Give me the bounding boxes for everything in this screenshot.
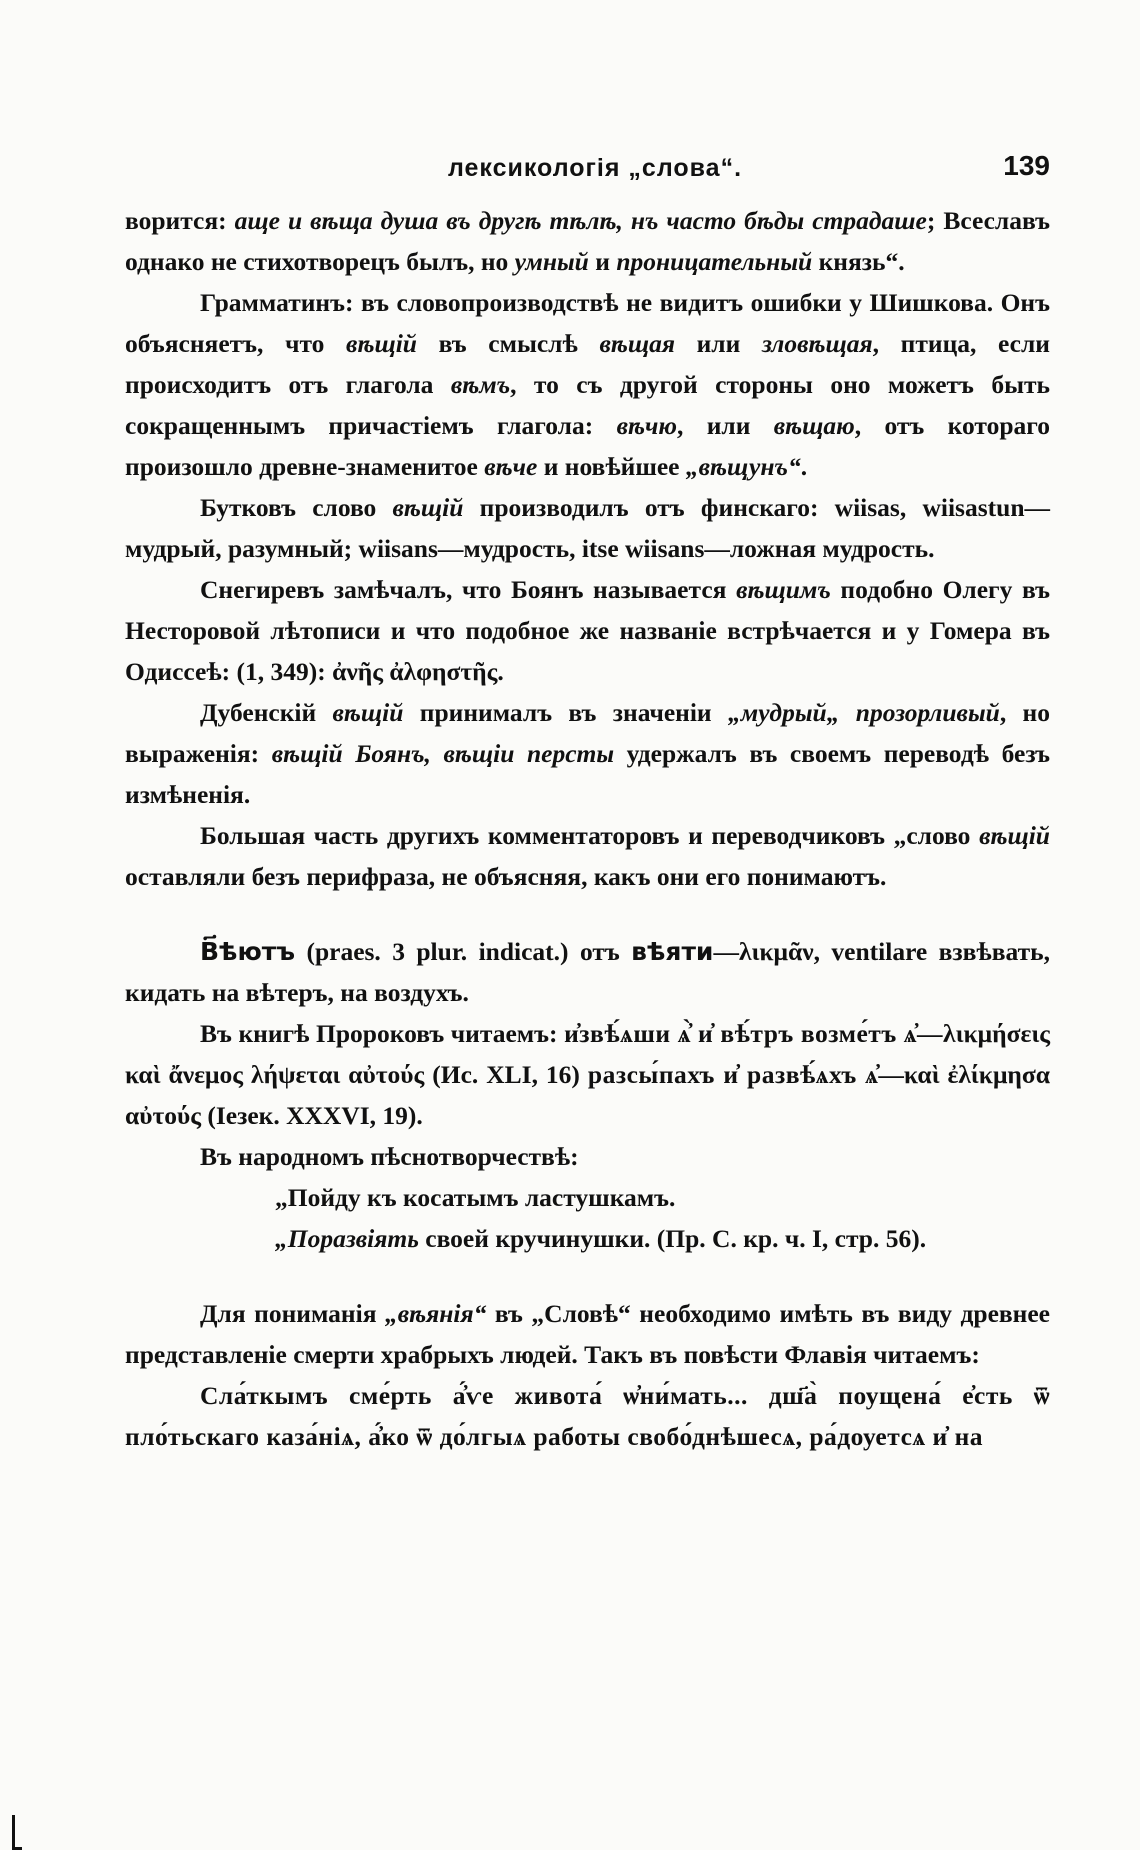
text-run: Снегиревъ замѣчалъ, что Боянъ называется <box>200 575 737 604</box>
italic-term: вѣчю <box>616 411 677 440</box>
paragraph <box>125 931 1050 1013</box>
text-run: λικμήσεις καὶ ἄνεμος λήψεται αὐτούς (Ис. XLI, 16) <box>125 1019 1051 1089</box>
verse-line <box>125 1218 1050 1259</box>
text-run: Въ народномъ пѣснотворчествѣ: <box>200 1142 579 1171</box>
text-run: своей кручинушки. (Пр. С. кр. ч. I, стр. 56). <box>418 1224 927 1253</box>
italic-term: вѣщая <box>599 329 675 358</box>
page-number: 139 <box>1003 150 1050 181</box>
paragraph <box>125 1293 1050 1375</box>
paragraph <box>125 1136 1050 1177</box>
text-run: Бутковъ слово <box>200 493 393 522</box>
paragraph <box>125 1375 1050 1457</box>
headword: вѣяти <box>631 937 714 966</box>
italic-term: вѣщаю <box>773 411 855 440</box>
page-body-text <box>125 200 1050 1457</box>
italic-term: „вѣщунъ“ <box>685 452 801 481</box>
paragraph <box>125 692 1050 815</box>
paragraph <box>125 487 1050 569</box>
italic-term: аще и вѣща душа въ другѣ тѣлѣ, нъ часто бѣды страдаше <box>234 206 927 235</box>
text-run: князь“. <box>812 247 905 276</box>
church-slavonic-quote: и҆звѣ́ѧши ѧ҆̀ и҆ вѣ́тръ возме́тъ ѧ҆— <box>564 1019 944 1048</box>
text-run: ; Всеславъ однако не стихотворецъ былъ, но <box>125 206 1050 276</box>
text-run: и <box>588 247 617 276</box>
italic-term: зловѣщая <box>761 329 873 358</box>
text-run: „Пойду къ косатымъ ластушкамъ. <box>275 1183 676 1212</box>
text-run: и новѣйшее <box>537 452 686 481</box>
paragraph <box>125 200 1050 282</box>
text-run: Дубенскій <box>200 698 333 727</box>
running-title: лексикологія „слова“. <box>447 154 743 182</box>
text-run: Для пониманія <box>200 1299 385 1328</box>
text-run: удержалъ въ своемъ переводѣ безъ измѣненія. <box>125 739 1050 809</box>
italic-term: вѣмъ <box>450 370 511 399</box>
text-run: , птица, если происходитъ отъ глагола <box>125 329 1050 399</box>
paragraph <box>125 815 1050 897</box>
headword: В҃ѣютъ <box>200 937 296 966</box>
italic-term: вѣщій <box>332 698 404 727</box>
text-run: оставляли безъ перифраза, не объясняя, какъ они его понимаютъ. <box>125 862 887 891</box>
text-run: , но выраженія: <box>125 698 1050 768</box>
text-run: или <box>674 329 762 358</box>
italic-term: вѣщій <box>392 493 464 522</box>
italic-term: вѣщій Боянъ, вѣщіи персты <box>271 739 615 768</box>
paragraph <box>125 1013 1050 1136</box>
text-run: —λικμᾶν, ventilare взвѣвать, кидать на вѣтеръ, на воздухъ. <box>125 937 1050 1007</box>
verse-line <box>125 1177 1050 1218</box>
text-run: ворится: <box>125 206 235 235</box>
paragraph-gap <box>125 1259 1050 1293</box>
church-slavonic-quote: Сла́ткымъ сме́рть а҆́ѵе живота́ ѡ҆ни́мать... дш҃а̀ поущена́ е҆сть ѿ пло́тьскаго каза́ніѧ, а҆́ко ѿ до́лгыѧ работы свобо́днѣшесѧ, ра́доуетсѧ и҆ на <box>125 1381 1050 1451</box>
italic-term: умный <box>514 247 589 276</box>
paragraph <box>125 282 1050 487</box>
text-run: —καὶ ἐλίκμησα αὐτούς (Iезек. XXXVI, 19). <box>125 1060 1050 1130</box>
text-run: , или <box>676 411 774 440</box>
text-run: въ смыслѣ <box>416 329 600 358</box>
italic-term: „вѣянія“ <box>384 1299 487 1328</box>
text-run: производилъ отъ финскаго: wiisas, wiisastun—мудрый, разумный; wiisans—мудрость, itse wiisans—ложная мудрость. <box>125 493 1050 563</box>
text-run: въ „Словѣ“ необходимо имѣть въ виду древнее представленіе смерти храбрыхъ людей. Такъ въ повѣсти Флавія читаемъ: <box>125 1299 1050 1369</box>
paragraph <box>125 569 1050 692</box>
italic-term: проницательный <box>616 247 813 276</box>
text-run: Большая часть другихъ комментаторовъ и переводчиковъ „слово <box>200 821 980 850</box>
italic-term: „мудрый„ прозорливый <box>727 698 1000 727</box>
text-run: Грамматинъ: въ словопроизводствѣ не видитъ ошибки у Шишкова. Онъ объясняетъ, что <box>125 288 1050 358</box>
text-run: Въ книгѣ Пророковъ читаемъ: <box>200 1019 565 1048</box>
text-run: подобно Олегу въ Несторовой лѣтописи и что подобное же названіе встрѣчается и у Гомера въ Одиссеѣ: (1, 349): ἀνῆς ἀλφηστῆς. <box>125 575 1050 686</box>
text-run: , то съ другой стороны оно можетъ быть сокращеннымъ причастіемъ глагола: <box>125 370 1050 440</box>
church-slavonic-quote: разсы́пахъ и҆ развѣ́ѧхъ ѧ҆ <box>587 1060 879 1089</box>
italic-term: вѣщій <box>979 821 1050 850</box>
text-run: . <box>800 452 808 481</box>
page-header <box>130 150 1060 190</box>
italic-term: „Поразвіять <box>275 1224 419 1253</box>
text-run: принималъ въ значеніи <box>403 698 728 727</box>
text-run: , отъ котораго произошло древне-знаменитое <box>125 411 1050 481</box>
italic-term: вѣче <box>484 452 538 481</box>
italic-term: вѣщій <box>346 329 417 358</box>
text-run: (praes. 3 plur. indicat.) отъ <box>295 937 632 966</box>
italic-term: вѣщимъ <box>736 575 831 604</box>
paragraph-gap <box>125 897 1050 931</box>
scan-corner-mark <box>12 1815 15 1850</box>
